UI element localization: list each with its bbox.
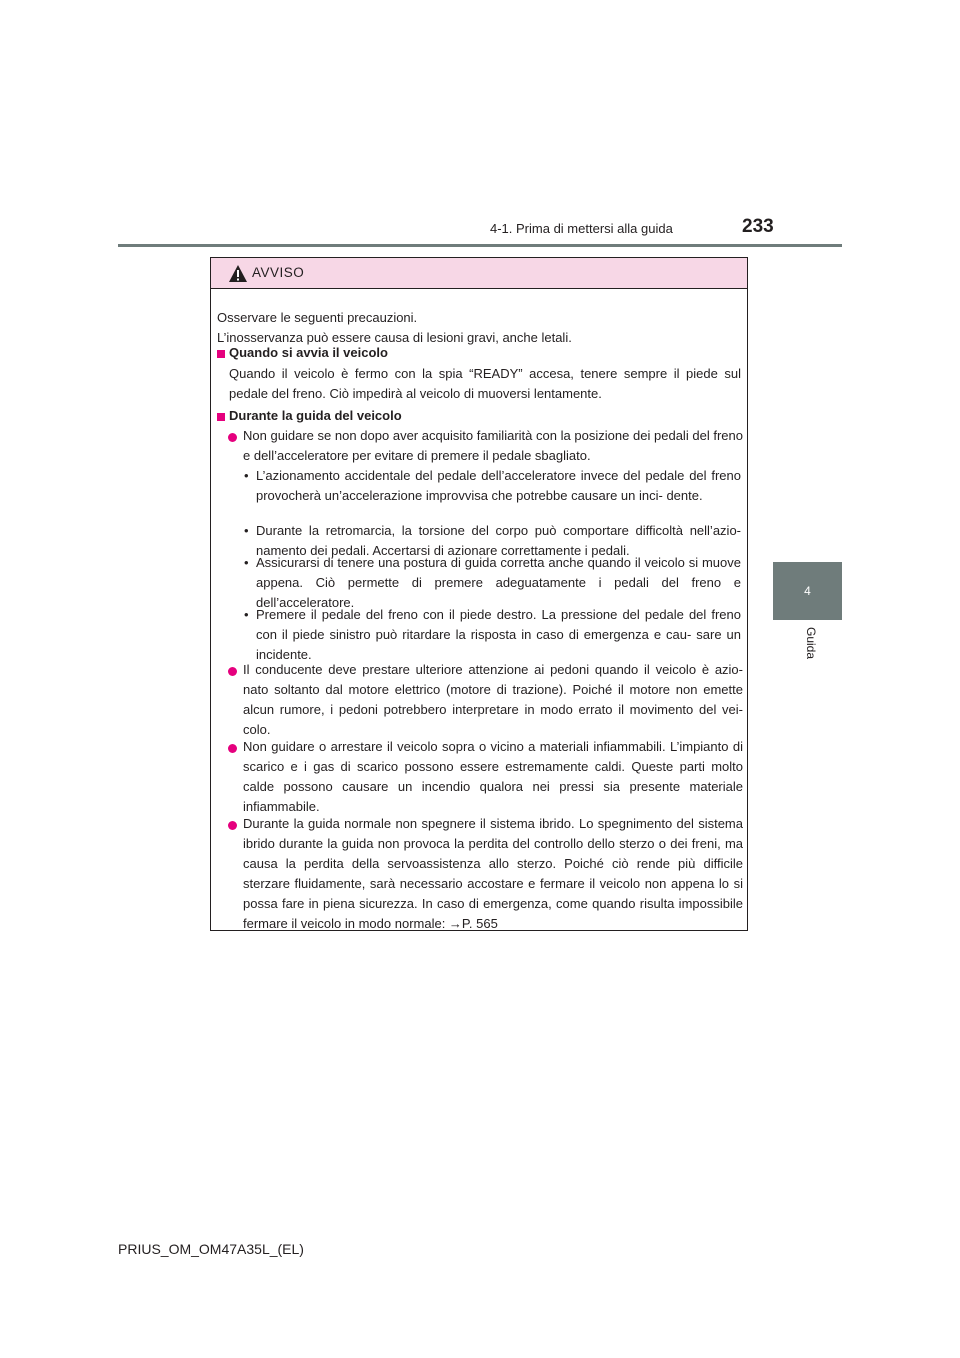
sub-list-item-text: Premere il pedale del freno con il piede destro. La pressione del pedale del freno con il piede sinistro può ritardare la risposta in caso di emergenza e cau- sare un incidente. — [256, 607, 741, 662]
warning-box: AVVISO Osservare le seguenti precauzioni. L’inosservanza può essere causa di lesioni gravi, anche letali. Quando si avvia il veicolo Quando il veicolo è fermo con la spia “READY” accesa, tenere sempre il piede sul pedale del freno. Ciò impedirà al veicolo di muoversi lentamente. Durante la guida del veicolo Non guidare se non dopo aver acquisito familiarità con la posizione dei pedali del freno e dell’acceleratore per evitare di premere il pedale sbagliato. • L’azionamento accidentale del pedale dell’acceleratore invece del pedale del freno provocherà un’accelerazione improvvisa che potrebbe causare un inci- dente. • Durante la retromarcia, la torsione del corpo può comportare difficoltà nell’azio- namento dei pedali. Accertarsi di azionare correttamente i pedali. • Assicurarsi di tenere una postura di guida corretta anche quando il veicolo si muove appena. Ciò permette di premere adeguatamente i pedali del freno e dell’acceleratore. • Premere il pedale del freno con il piede destro. La pressione del pedale del freno con il piede sinistro può ritardare la risposta in caso di emergenza e cau- sare un incidente. Il conducente deve prestare ulteriore attenzione ai pedoni quando il veicolo è azio- nato soltanto dal motore elettrico (motore di trazione). Poiché il motore non emette alcun rumore, i pedoni potrebbero interpretare in modo errato il movimento del vei- colo. Non guidare o arrestare il veicolo sopra o vicino a materiali infiammabili. L’impianto di scarico e i gas di scarico possono essere estremamente caldi. Queste parti molto calde possono causare un incendio qualora nei pressi sia presente materiale infiammabile. Durante la guida normale non spegnere il sistema ibrido. Lo spegnimento del sistema ibrido durante la guida non provoca la perdita del controllo dello sterzo o dei freni, ma causa la perdita della servoassistenza allo sterzo. Poiché ciò rende più difficile sterzare fluidamente, sarà necessario accostare e fermare il veicolo non appena lo si possa fare in piena sicurezza. In caso di emergenza, come quando risulta impossibile fermare il veicolo in modo normale: →P. 565 — [210, 257, 748, 931]
sub-list-item-text: Durante la retromarcia, la torsione del corpo può comportare difficoltà nell’azio- namento dei pedali. Accertarsi di azionare correttamente i pedali. — [256, 523, 741, 558]
intro-line: Osservare le seguenti precauzioni. — [217, 310, 418, 325]
chapter-tab — [773, 562, 842, 620]
chapter-label: Guida — [804, 627, 818, 660]
page-number: 233 — [742, 216, 774, 237]
section-title: 4-1. Prima di mettersi alla guida — [490, 221, 673, 236]
section-heading: Quando si avvia il veicolo — [229, 345, 388, 360]
header-divider — [118, 244, 842, 247]
section-square-icon — [217, 413, 225, 421]
section-square-icon — [217, 350, 225, 358]
bullet-dot-icon — [228, 744, 237, 753]
section-text: Quando il veicolo è fermo con la spia “READY” accesa, tenere sempre il piede sul pedale del freno. Ciò impedirà al veicolo di muoversi lentamente. — [229, 366, 741, 401]
intro-line: L’inosservanza può essere causa di lesioni gravi, anche letali. — [217, 330, 572, 345]
warning-triangle-icon — [228, 264, 248, 283]
section-heading: Durante la guida del veicolo — [229, 408, 402, 423]
list-item: Durante la guida normale non spegnere il sistema ibrido. Lo spegnimento del sistema ibrido durante la guida non provoca la perdita del controllo dello sterzo o dei freni, ma causa la perdita della servoassistenza allo sterzo. Poiché ciò rende più difficile sterzare fluidamente, sarà necessario accostare e fermare il veicolo non appena lo si possa fare in piena sicurezza. In caso di emergenza, come quando risulta impossibile fermare il veicolo in modo normale: →P. 565 — [243, 816, 743, 931]
list-item: Non guidare se non dopo aver acquisito familiarità con la posizione dei pedali del freno e dell’acceleratore per evitare di premere il pedale sbagliato. — [243, 428, 743, 463]
sub-list-item-text: Assicurarsi di tenere una postura di guida corretta anche quando il veicolo si muove appena. Ciò permette di premere adeguatamente i pedali del freno e dell’acceleratore. — [256, 555, 741, 610]
document-code: PRIUS_OM_OM47A35L_(EL) — [118, 1241, 304, 1257]
bullet-dot-icon — [228, 433, 237, 442]
list-item: Il conducente deve prestare ulteriore attenzione ai pedoni quando il veicolo è azio- nato soltanto dal motore elettrico (motore di trazione). Poiché il motore non emette alcun rumore, i pedoni potrebbero interpretare in modo errato il movimento del vei- colo. — [243, 662, 743, 737]
warning-header — [211, 258, 747, 289]
sub-list-item-text: L’azionamento accidentale del pedale dell’acceleratore invece del pedale del freno provocherà un’accelerazione improvvisa che potrebbe causare un inci- dente. — [256, 468, 741, 503]
chapter-number: 4 — [804, 584, 811, 598]
list-item: Non guidare o arrestare il veicolo sopra o vicino a materiali infiammabili. L’impianto di scarico e i gas di scarico possono essere estremamente caldi. Queste parti molto calde possono causare un incendio qualora nei pressi sia presente materiale infiammabile. — [243, 739, 743, 814]
warning-title: AVVISO — [252, 265, 305, 280]
bullet-dot-icon — [228, 667, 237, 676]
bullet-dot-icon — [228, 821, 237, 830]
